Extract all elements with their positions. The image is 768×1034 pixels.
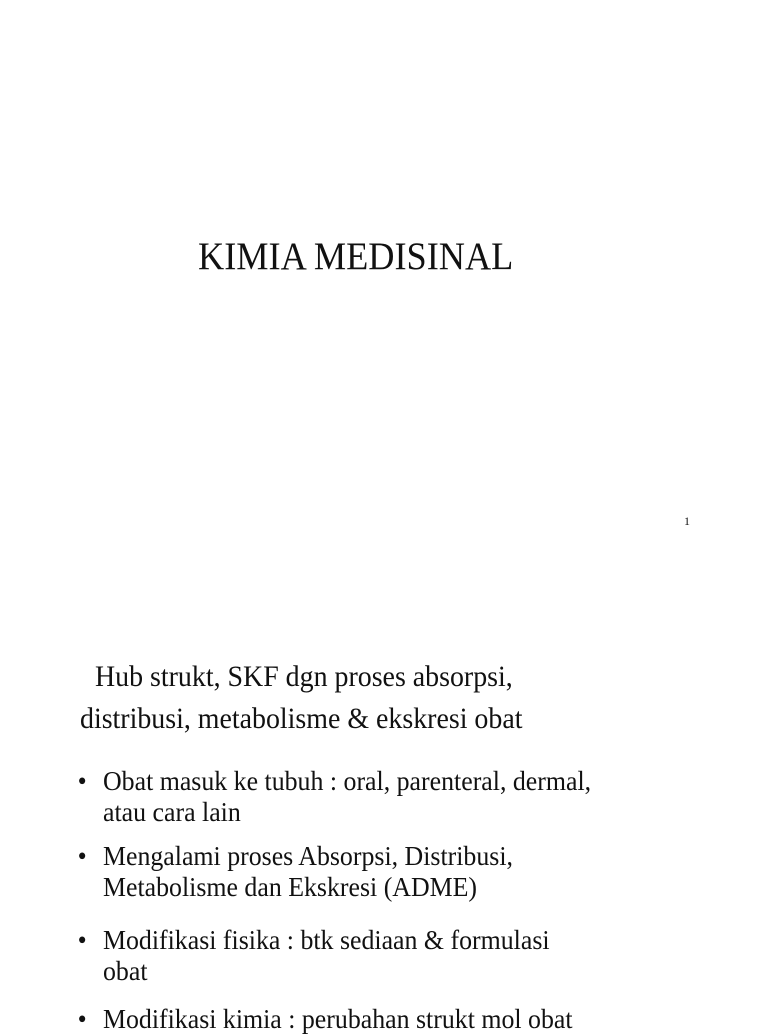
page-number: 1 — [684, 514, 690, 528]
bullet-text: obat — [103, 955, 148, 986]
bullet-icon: • — [77, 924, 87, 955]
bullet-icon: • — [77, 765, 87, 796]
bullet-item — [77, 1003, 573, 1034]
slide-heading-line-1: Hub strukt, SKF dgn proses absorpsi, — [95, 660, 513, 693]
bullet-text: Modifikasi kimia : perubahan strukt mol obat — [103, 1003, 573, 1034]
bullet-text: Obat masuk ke tubuh : oral, parenteral, dermal, — [103, 765, 592, 796]
slide-title: KIMIA MEDISINAL — [198, 235, 514, 278]
bullet-item — [77, 924, 550, 986]
bullet-text: atau cara lain — [103, 796, 241, 827]
bullet-text: Mengalami proses Absorpsi, Distribusi, — [103, 840, 514, 871]
bullet-icon: • — [77, 1003, 87, 1034]
bullet-text: Modifikasi fisika : btk sediaan & formulasi — [103, 924, 550, 955]
bullet-item — [77, 765, 592, 827]
bullet-item — [77, 840, 514, 902]
bullet-icon: • — [77, 840, 87, 871]
bullet-text: Metabolisme dan Ekskresi (ADME) — [103, 871, 478, 902]
slide-heading-line-2: distribusi, metabolisme & ekskresi obat — [80, 702, 523, 735]
